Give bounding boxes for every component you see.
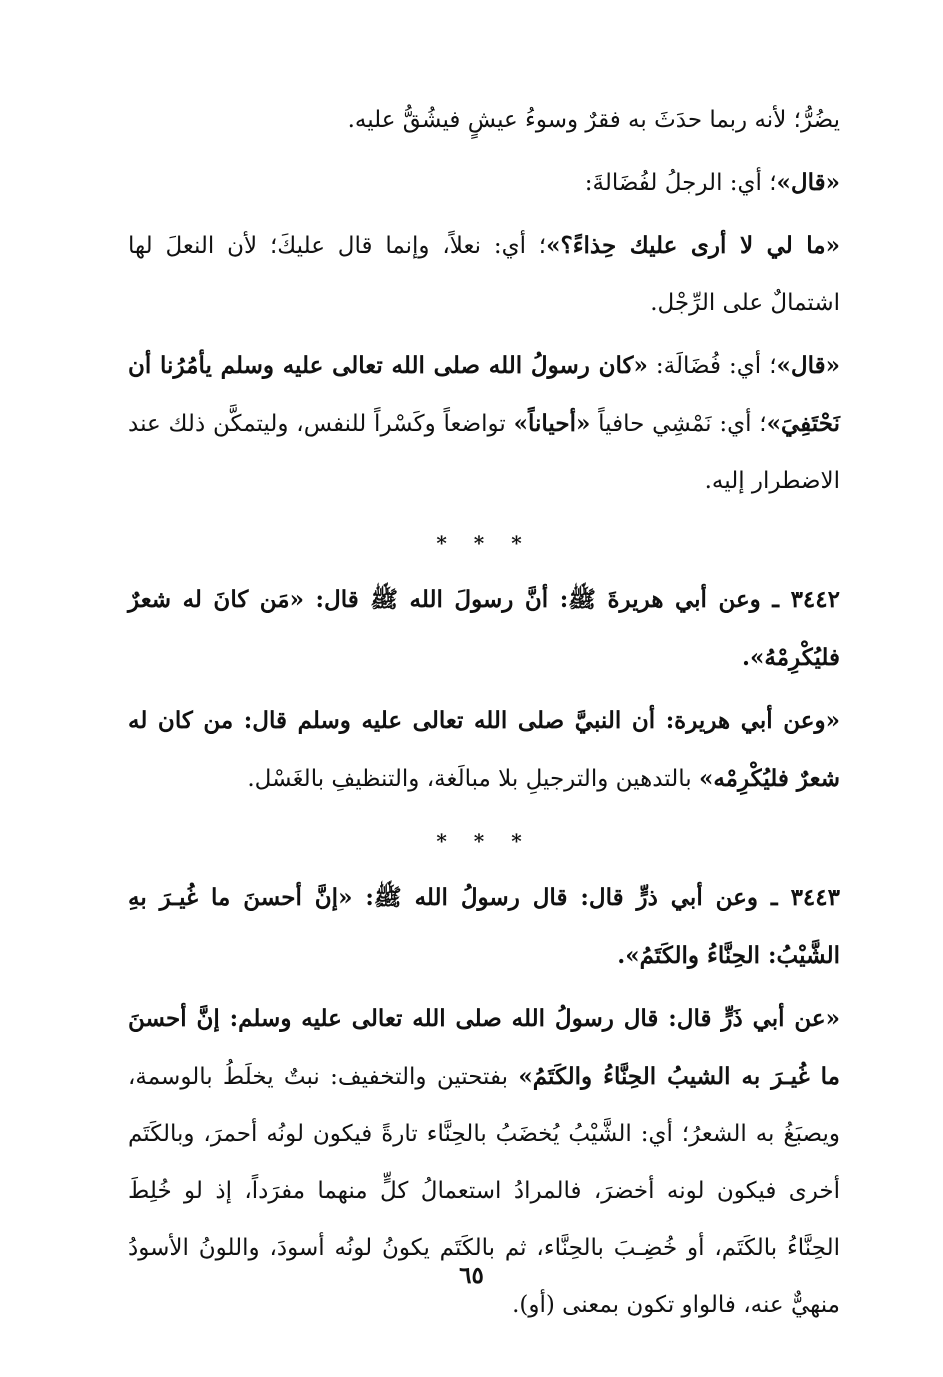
text-run: بفتحتين والتخفيف: نبتٌ يخلَطُ بالوسمة، ويصبَغُ به الشعرُ؛ أي: الشَّيْبُ يُخضَبُ بالحِنَّاء تارةً فيكون لونُه أحمرَ، وبالكَتَم أخرى فيكون لونه أخضرَ، فالمرادُ استعمالُ كلٍّ منهما مفرَداً، إذ لو خُلِطَ الحِنَّاءُ بالكَتَم، أو خُضِـبَ بالحِنَّاء، ثم بالكَتَم يكونُ لونُه أسودَ، واللونُ الأسودُ منهيٌّ عنه، فالواو تكون بمعنى (أو).	[128, 1064, 840, 1318]
paragraph	[128, 217, 840, 332]
section-separator: * * *	[436, 829, 532, 853]
bold-text-run: «قال»	[776, 169, 840, 196]
text-run: بالتدهين والترجيلِ بلا مبالَغة، والتنظيفِ بالغَسْل.	[247, 766, 699, 792]
bold-text-run: «كان رسولُ الله صلى الله تعالى عليه وسلم يأمُرُنا أن نَحْتَفِيَ»	[128, 352, 840, 437]
paragraph	[128, 692, 840, 808]
text-run: ؛ أي: نعلاً، وإنما قال عليكَ؛ لأن النعلَ لها اشتمالٌ على الرِّجْل.	[128, 233, 840, 316]
bold-text-run: ٣٤٤٣ ـ وعن أبي ذرٍّ قال: قال رسولُ الله ﷺ: «إنَّ أحسنَ ما غُيـرَ بهِ الشَّيْبُ: الحِنَّاءُ والكَتَمُ».	[128, 884, 840, 969]
paragraph	[128, 571, 840, 687]
paragraph	[128, 869, 840, 985]
bold-text-run: «ما لي لا أرى عليك حِذاءً؟»	[546, 232, 841, 259]
section-separator: * * *	[436, 531, 532, 555]
text-run: يضُرُّ؛ لأنه ربما حدَثَ به فقرٌ وسوءُ عيشٍ فيشُقُّ عليه.	[347, 107, 840, 133]
bold-text-run: «أحياناً»	[513, 410, 591, 437]
paragraph	[128, 337, 840, 510]
text-run: ؛ أي: فُضَالَة:	[647, 353, 777, 379]
bold-text-run: «وعن أبي هريرة: أن النبيَّ صلى الله تعالى عليه وسلم قال: من كان له شعرٌ فليُكْرِمْه»	[128, 707, 840, 792]
page-number: ٦٥	[459, 1262, 484, 1289]
page-body-text	[128, 92, 840, 1339]
bold-text-run: ٣٤٤٢ ـ وعن أبي هريرةَ ﷺ: أنَّ رسولَ الله ﷺ قال: «مَن كانَ له شعرٌ فليُكْرِمْهُ».	[128, 586, 840, 671]
paragraph	[128, 92, 840, 149]
text-run: ؛ أي: نَمْشِي حافياً	[590, 411, 767, 437]
text-run: ؛ أي: الرجلُ لفُضَالةَ:	[584, 170, 777, 196]
bold-text-run: «قال»	[776, 352, 841, 379]
text-run: تواضعاً وكَسْراً للنفس، وليتمكَّن ذلك عند الاضطرار إليه.	[128, 411, 840, 494]
bold-text-run: «عن أبي ذَرٍّ قال: قال رسولُ الله صلى الله تعالى عليه وسلم: إنَّ أحسنَ ما غُيـرَ به الشيبُ الحِنَّاءُ والكَتَمُ»	[128, 1005, 840, 1090]
paragraph	[128, 154, 840, 212]
